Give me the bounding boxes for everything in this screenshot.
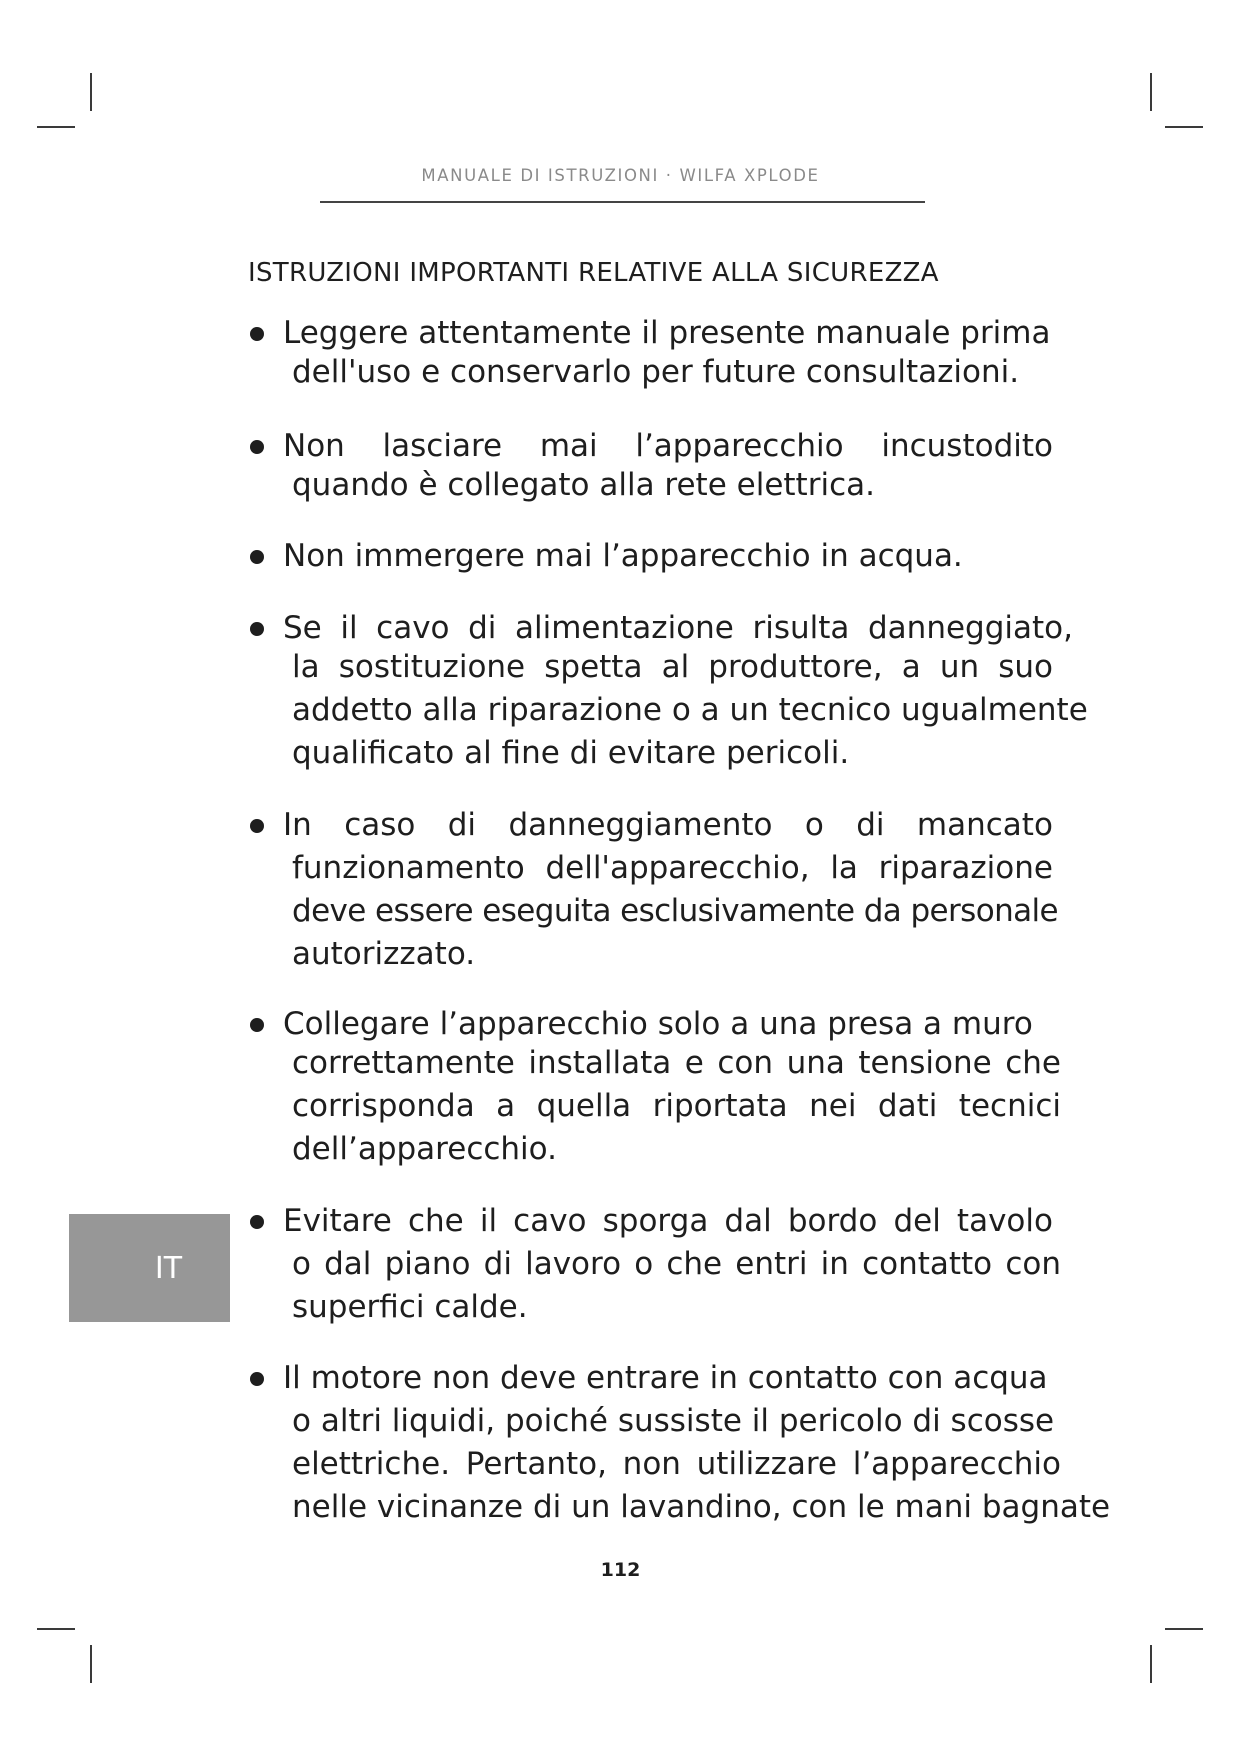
bullet-icon: [250, 440, 264, 454]
list-item-line: Non immergere mai l’apparecchio in acqua.: [283, 538, 963, 574]
list-item-line: superfici calde.: [292, 1289, 528, 1325]
running-header: MANUALE DI ISTRUZIONI · WILFA XPLODE: [421, 166, 820, 185]
list-item-line: quando è collegato alla rete elettrica.: [292, 467, 875, 503]
list-item-line: addetto alla riparazione o a un tecnico ugualmente: [292, 692, 1088, 728]
list-item-line: la sostituzione spetta al produttore, a un suo: [292, 649, 1053, 685]
list-item-line: correttamente installata e con una tensione che: [292, 1045, 1061, 1081]
list-item-line: Il motore non deve entrare in contatto con acqua: [283, 1360, 1048, 1396]
language-tab-label: IT: [154, 1250, 183, 1286]
list-item-line: autorizzato.: [292, 936, 476, 972]
list-item-line: o altri liquidi, poiché sussiste il pericolo di scosse: [292, 1403, 1055, 1439]
list-item-line: Leggere attentamente il presente manuale prima: [283, 315, 1051, 351]
crop-mark: [1165, 126, 1203, 128]
list-item-line: Non lasciare mai l’apparecchio incustodito: [283, 428, 1053, 464]
bullet-icon: [250, 1018, 264, 1032]
list-item-line: o dal piano di lavoro o che entri in contatto con: [292, 1246, 1061, 1282]
crop-mark: [1150, 1645, 1152, 1683]
list-item-line: dell’apparecchio.: [292, 1131, 557, 1167]
list-item-line: nelle vicinanze di un lavandino, con le mani bagnate: [292, 1489, 1111, 1525]
language-tab: [69, 1214, 230, 1322]
list-item-line: deve essere eseguita esclusivamente da personale: [292, 893, 1058, 929]
list-item-line: qualificato al fine di evitare pericoli.: [292, 735, 850, 771]
list-item-line: Collegare l’apparecchio solo a una presa a muro: [283, 1006, 1033, 1042]
list-item-line: funzionamento dell'apparecchio, la riparazione: [292, 850, 1053, 886]
bullet-icon: [250, 819, 264, 833]
crop-mark: [90, 1645, 92, 1683]
bullet-icon: [250, 550, 264, 564]
section-title: ISTRUZIONI IMPORTANTI RELATIVE ALLA SICUREZZA: [248, 258, 939, 288]
crop-mark: [37, 126, 75, 128]
bullet-icon: [250, 327, 264, 341]
page-number: 112: [600, 1559, 641, 1581]
crop-mark: [90, 73, 92, 111]
list-item-line: elettriche. Pertanto, non utilizzare l’apparecchio: [292, 1446, 1061, 1482]
header-rule: [320, 201, 925, 203]
crop-mark: [1150, 73, 1152, 111]
list-item-line: dell'uso e conservarlo per future consultazioni.: [292, 354, 1020, 390]
list-item-line: corrisponda a quella riportata nei dati tecnici: [292, 1088, 1061, 1124]
bullet-icon: [250, 1372, 264, 1386]
bullet-icon: [250, 1215, 264, 1229]
list-item-line: Se il cavo di alimentazione risulta danneggiato,: [283, 610, 1073, 646]
list-item-line: In caso di danneggiamento o di mancato: [283, 807, 1053, 843]
crop-mark: [1165, 1628, 1203, 1630]
list-item-line: Evitare che il cavo sporga dal bordo del tavolo: [283, 1203, 1053, 1239]
crop-mark: [37, 1628, 75, 1630]
bullet-icon: [250, 622, 264, 636]
